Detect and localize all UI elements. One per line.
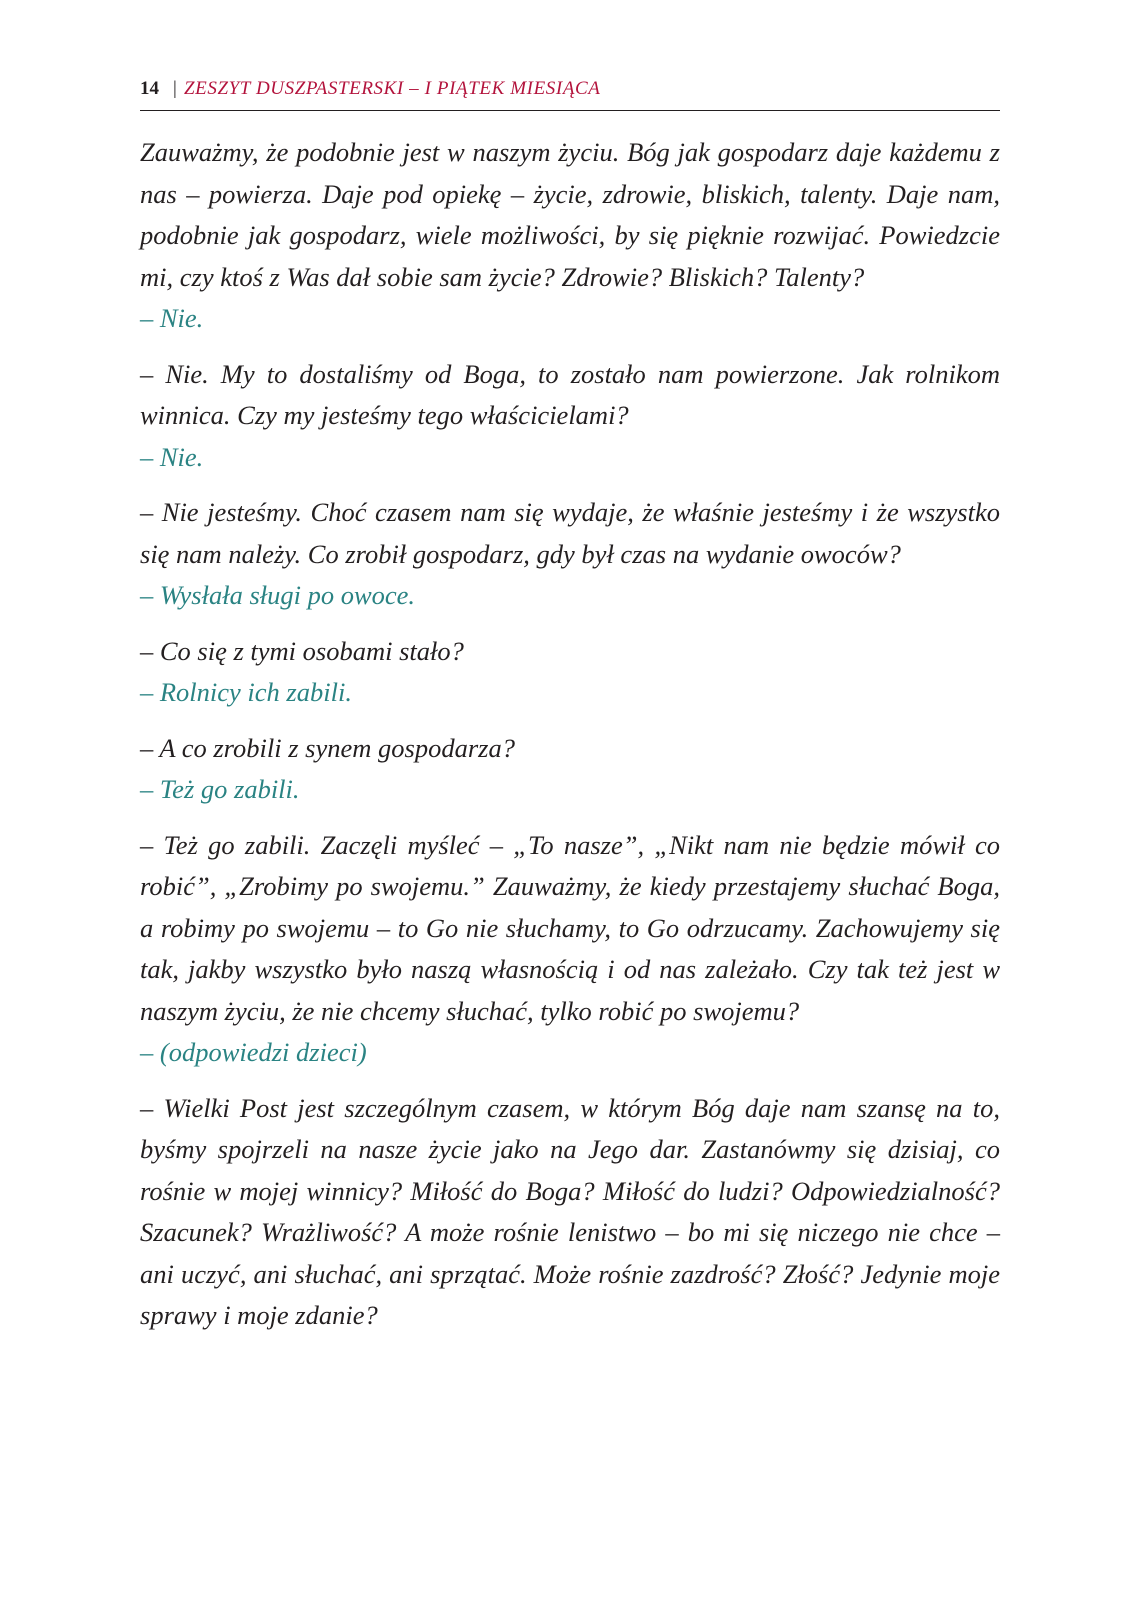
- paragraph-question: – Co się z tymi osobami stało?: [140, 635, 464, 666]
- header-separator: |: [173, 78, 177, 99]
- running-header: [140, 74, 1000, 111]
- running-title: ZESZYT DUSZPASTERSKI – I PIĄTEK MIESIĄCA: [184, 78, 601, 99]
- paragraph-answer: – Wysłała sługi po owoce.: [140, 580, 416, 610]
- paragraph-question: – Nie jesteśmy. Choć czasem nam się wydaje, że właśnie jesteśmy i że wszystko się nam należy. Co zrobił gospodarz, gdy był czas na wydanie owoców?: [140, 497, 1000, 569]
- page-number: 14: [140, 78, 159, 99]
- paragraph-question: – Też go zabili. Zaczęli myśleć – „To nasze”, „Nikt nam nie będzie mówił co robić”, „Zrobimy po swojemu.” Zauważmy, że kiedy przestajemy słuchać Boga, a robimy po swojemu – to Go nie słuchamy, to Go odrzucamy. Zachowujemy się tak, jakby wszystko było naszą własnością i od nas zależało. Czy tak też jest w naszym życiu, że nie chcemy słuchać, tylko robić po swojemu?: [140, 829, 1000, 1026]
- paragraph-answer: – Nie.: [140, 303, 204, 333]
- paragraph-answer: – Rolnicy ich zabili.: [140, 677, 352, 707]
- page-body: [140, 132, 1000, 1337]
- paragraph-answer: – Też go zabili.: [140, 774, 300, 804]
- paragraph-answer: – Nie.: [140, 441, 204, 472]
- paragraph-question: – Wielki Post jest szczególnym czasem, w którym Bóg daje nam szansę na to, byśmy spojrzeli na nasze życie jako na Jego dar. Zastanówmy się dzisiaj, co rośnie w mojej winnicy? Miłość do Boga? Miłość do ludzi? Odpowiedzialność? Szacunek? Wrażliwość? A może rośnie lenistwo – bo mi się niczego nie chce – ani uczyć, ani słuchać, ani sprzątać. Może rośnie zazdrość? Złość? Jedynie moje sprawy i moje zdanie?: [140, 1092, 1000, 1330]
- paragraph-question: Zauważmy, że podobnie jest w naszym życiu. Bóg jak gospodarz daje każdemu z nas – powierza. Daje pod opiekę – życie, zdrowie, bliskich, talenty. Daje nam, podobnie jak gospodarz, wiele możliwości, by się pięknie rozwijać. Powiedzcie mi, czy ktoś z Was dał sobie sam życie? Zdrowie? Bliskich? Talenty?: [140, 137, 1000, 292]
- paragraph-question: – Nie. My to dostaliśmy od Boga, to zostało nam powierzone. Jak rolnikom winnica. Czy my jesteśmy tego właścicielami?: [140, 358, 1000, 430]
- paragraph-answer: – (odpowiedzi dzieci): [140, 1037, 367, 1067]
- paragraph-question: – A co zrobili z synem gospodarza?: [140, 732, 515, 763]
